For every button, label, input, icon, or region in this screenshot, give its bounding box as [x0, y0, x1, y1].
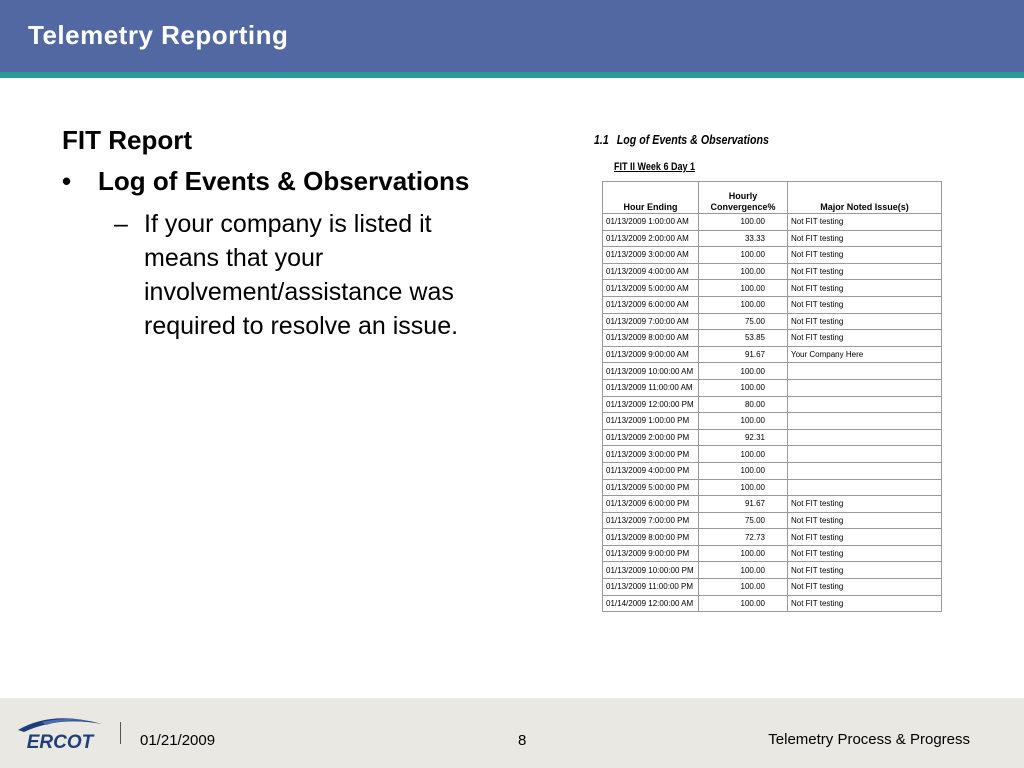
cell-convergence: 72.73: [699, 529, 788, 546]
table-row: [603, 462, 942, 479]
table-row: [603, 263, 942, 280]
cell-convergence: 91.67: [699, 346, 788, 363]
cell-issue: Not FIT testing: [788, 247, 942, 264]
cell-issue: [788, 462, 942, 479]
table-row: [603, 562, 942, 579]
table-row: [603, 479, 942, 496]
table-row: [603, 313, 942, 330]
cell-hour-ending: 01/13/2009 9:00:00 PM: [603, 545, 699, 562]
header-accent-stripe: [0, 72, 1024, 78]
cell-convergence: 80.00: [699, 396, 788, 413]
header-hourly-convergence: [699, 182, 788, 214]
cell-hour-ending: 01/14/2009 12:00:00 AM: [603, 595, 699, 612]
cell-convergence: 100.00: [699, 363, 788, 380]
cell-convergence: 75.00: [699, 313, 788, 330]
table-row: [603, 396, 942, 413]
cell-convergence: 91.67: [699, 496, 788, 513]
cell-convergence: 33.33: [699, 230, 788, 247]
cell-issue: [788, 479, 942, 496]
cell-issue: Not FIT testing: [788, 296, 942, 313]
cell-hour-ending: 01/13/2009 3:00:00 AM: [603, 247, 699, 264]
cell-hour-ending: 01/13/2009 2:00:00 PM: [603, 429, 699, 446]
cell-convergence: 100.00: [699, 479, 788, 496]
table-header-row: [603, 182, 942, 214]
cell-issue: [788, 363, 942, 380]
cell-hour-ending: 01/13/2009 10:00:00 AM: [603, 363, 699, 380]
sub-bullet-text: If your company is listed it means that your involvement/assistance was required to resolve an issue.: [144, 210, 459, 340]
fit-report-heading: FIT Report: [62, 125, 192, 155]
cell-convergence: 100.00: [699, 280, 788, 297]
cell-hour-ending: 01/13/2009 5:00:00 PM: [603, 479, 699, 496]
cell-hour-ending: 01/13/2009 4:00:00 AM: [603, 263, 699, 280]
cell-issue: Not FIT testing: [788, 579, 942, 596]
cell-convergence: 100.00: [699, 413, 788, 430]
cell-hour-ending: 01/13/2009 1:00:00 AM: [603, 214, 699, 231]
cell-hour-ending: 01/13/2009 7:00:00 PM: [603, 512, 699, 529]
table-row: [603, 545, 942, 562]
slide-title: Telemetry Reporting: [28, 20, 289, 50]
table-row: [603, 579, 942, 596]
cell-convergence: 100.00: [699, 379, 788, 396]
dash-icon: –: [114, 210, 128, 238]
footer-date: 01/21/2009: [140, 732, 216, 749]
cell-hour-ending: 01/13/2009 9:00:00 AM: [603, 346, 699, 363]
table-row: [603, 247, 942, 264]
cell-convergence: 100.00: [699, 247, 788, 264]
section-title-text: Log of Events & Observations: [616, 132, 769, 147]
table-row: [603, 363, 942, 380]
header-major-issues: Major Noted Issue(s): [788, 182, 942, 214]
cell-issue: Not FIT testing: [788, 263, 942, 280]
table-row: [603, 512, 942, 529]
cell-issue: Your Company Here: [788, 346, 942, 363]
cell-issue: Not FIT testing: [788, 595, 942, 612]
page-number: 8: [518, 732, 527, 749]
cell-hour-ending: 01/13/2009 11:00:00 PM: [603, 579, 699, 596]
events-log-section: [594, 132, 944, 612]
cell-convergence: 92.31: [699, 429, 788, 446]
sub-bullet-item: [114, 207, 532, 343]
cell-issue: Not FIT testing: [788, 529, 942, 546]
table-row: [603, 230, 942, 247]
cell-hour-ending: 01/13/2009 11:00:00 AM: [603, 379, 699, 396]
footer-divider: [120, 722, 121, 744]
body-text: [62, 125, 532, 343]
cell-issue: Not FIT testing: [788, 330, 942, 347]
cell-issue: Not FIT testing: [788, 214, 942, 231]
table-row: [603, 429, 942, 446]
events-table: [602, 181, 942, 612]
cell-issue: Not FIT testing: [788, 280, 942, 297]
cell-hour-ending: 01/13/2009 6:00:00 PM: [603, 496, 699, 513]
cell-hour-ending: 01/13/2009 3:00:00 PM: [603, 446, 699, 463]
cell-convergence: 100.00: [699, 214, 788, 231]
cell-convergence: 100.00: [699, 562, 788, 579]
cell-hour-ending: 01/13/2009 6:00:00 AM: [603, 296, 699, 313]
cell-issue: Not FIT testing: [788, 562, 942, 579]
cell-hour-ending: 01/13/2009 8:00:00 AM: [603, 330, 699, 347]
footer-presentation-title: Telemetry Process & Progress: [768, 731, 970, 748]
cell-hour-ending: 01/13/2009 1:00:00 PM: [603, 413, 699, 430]
cell-hour-ending: 01/13/2009 2:00:00 AM: [603, 230, 699, 247]
cell-issue: Not FIT testing: [788, 496, 942, 513]
cell-issue: [788, 379, 942, 396]
table-subtitle: FIT II Week 6 Day 1: [614, 161, 696, 173]
cell-convergence: 100.00: [699, 296, 788, 313]
cell-convergence: 53.85: [699, 330, 788, 347]
table-body: [603, 214, 942, 612]
section-number: 1.1: [594, 132, 609, 147]
cell-hour-ending: 01/13/2009 12:00:00 PM: [603, 396, 699, 413]
table-row: [603, 529, 942, 546]
table-row: [603, 280, 942, 297]
cell-hour-ending: 01/13/2009 5:00:00 AM: [603, 280, 699, 297]
cell-convergence: 100.00: [699, 446, 788, 463]
table-row: [603, 296, 942, 313]
header-hourly-convergence-text: Hourly Convergence%: [710, 191, 776, 212]
cell-issue: Not FIT testing: [788, 512, 942, 529]
section-title: [594, 132, 881, 147]
table-row: [603, 595, 942, 612]
cell-hour-ending: 01/13/2009 7:00:00 AM: [603, 313, 699, 330]
cell-convergence: 100.00: [699, 545, 788, 562]
cell-convergence: 100.00: [699, 462, 788, 479]
cell-issue: [788, 429, 942, 446]
cell-hour-ending: 01/13/2009 4:00:00 PM: [603, 462, 699, 479]
cell-issue: [788, 396, 942, 413]
table-row: [603, 379, 942, 396]
cell-issue: Not FIT testing: [788, 545, 942, 562]
slide-footer: [0, 698, 1024, 768]
table-row: [603, 413, 942, 430]
slide-header: [0, 0, 1024, 72]
ercot-logo: [12, 708, 108, 758]
cell-issue: Not FIT testing: [788, 313, 942, 330]
cell-hour-ending: 01/13/2009 10:00:00 PM: [603, 562, 699, 579]
table-row: [603, 446, 942, 463]
table-row: [603, 330, 942, 347]
table-row: [603, 214, 942, 231]
header-hour-ending: Hour Ending: [603, 182, 699, 214]
cell-convergence: 100.00: [699, 263, 788, 280]
cell-issue: Not FIT testing: [788, 230, 942, 247]
table-row: [603, 496, 942, 513]
bullet-icon: •: [62, 166, 72, 196]
cell-issue: [788, 446, 942, 463]
cell-hour-ending: 01/13/2009 8:00:00 PM: [603, 529, 699, 546]
cell-convergence: 75.00: [699, 512, 788, 529]
cell-issue: [788, 413, 942, 430]
cell-convergence: 100.00: [699, 595, 788, 612]
logo-text: ERCOT: [26, 732, 94, 753]
bullet-item: [62, 166, 532, 197]
cell-convergence: 100.00: [699, 579, 788, 596]
table-row: [603, 346, 942, 363]
bullet-text: Log of Events & Observations: [98, 166, 470, 196]
